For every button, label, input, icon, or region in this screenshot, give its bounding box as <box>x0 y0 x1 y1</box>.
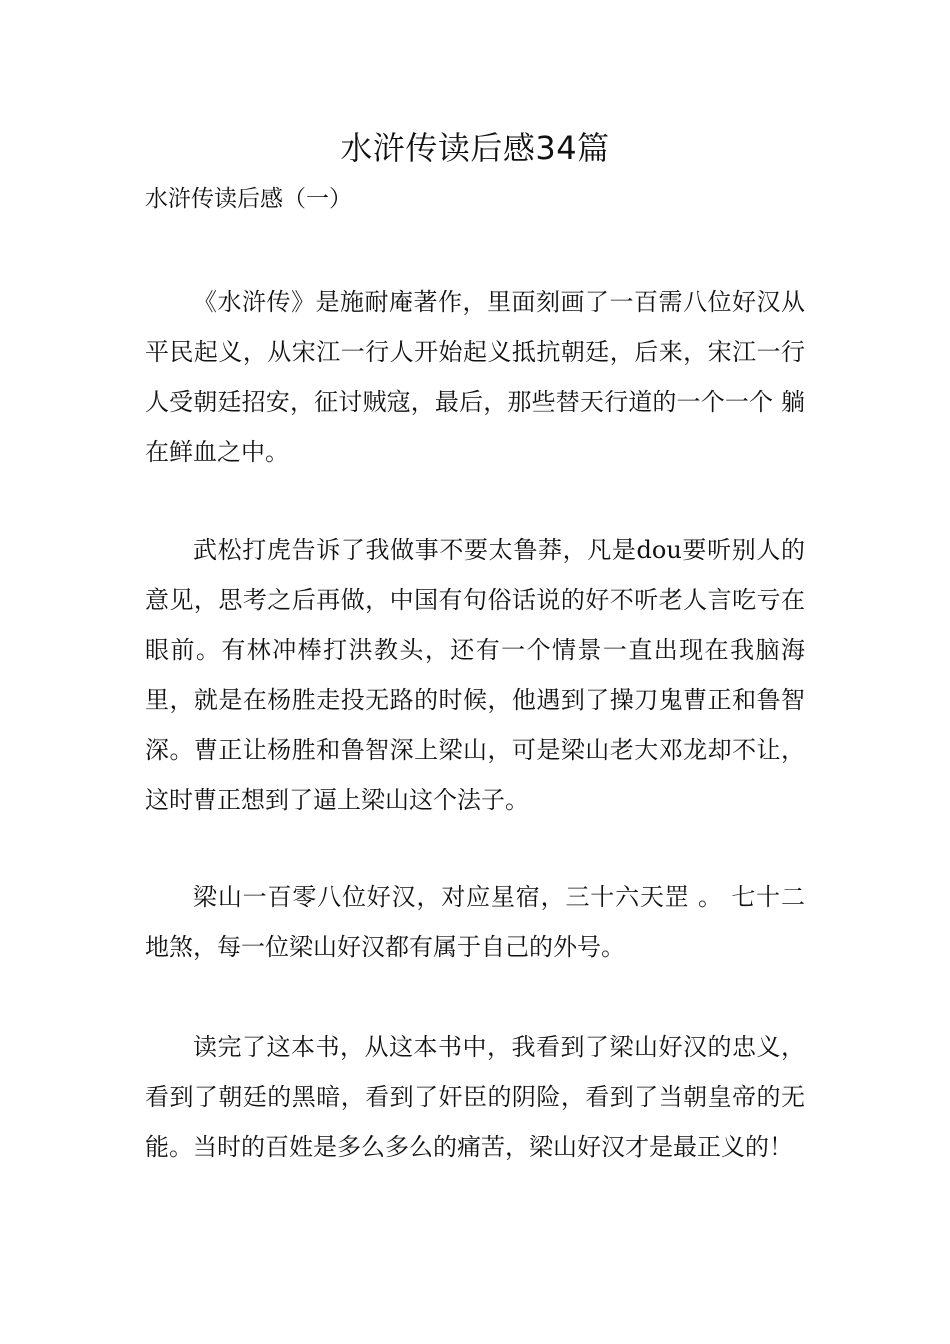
document-title: 水浒传读后感34篇 <box>340 129 610 167</box>
paragraph-3: 梁山一百零八位好汉，对应星宿，三十六天罡 。 七十二地煞，每一位梁山好汉都有属于自己的外号。 <box>145 883 805 961</box>
paragraph-2: 武松打虎告诉了我做事不要太鲁莽，凡是dou要听别人的意见，思考之后再做，中国有句俗话说的好不听老人言吃亏在眼前。有林冲棒打洪教头，还有一个情景一直出现在我脑海里，就是在杨胜走投无路的时候，他遇到了操刀鬼曹正和鲁智深。曹正让杨胜和鲁智深上梁山，可是梁山老大邓龙却不让，这时曹正想到了逼上梁山这个法子。 <box>145 536 805 814</box>
paragraph-1: 《水浒传》是施耐庵著作，里面刻画了一百需八位好汉从平民起义，从宋江一行人开始起义抵抗朝廷，后来，宋江一行人受朝廷招安，征讨贼寇，最后，那些替天行道的一个一个 躺在鲜血之中。 <box>145 288 805 466</box>
section-heading: 水浒传读后感（一） <box>145 186 352 212</box>
paragraph-4: 读完了这本书，从这本书中，我看到了梁山好汉的忠义，看到了朝廷的黑暗，看到了奸臣的阴险，看到了当朝皇帝的无能。当时的百姓是多么多么的痛苦，梁山好汉才是最正义的！ <box>145 1033 805 1161</box>
